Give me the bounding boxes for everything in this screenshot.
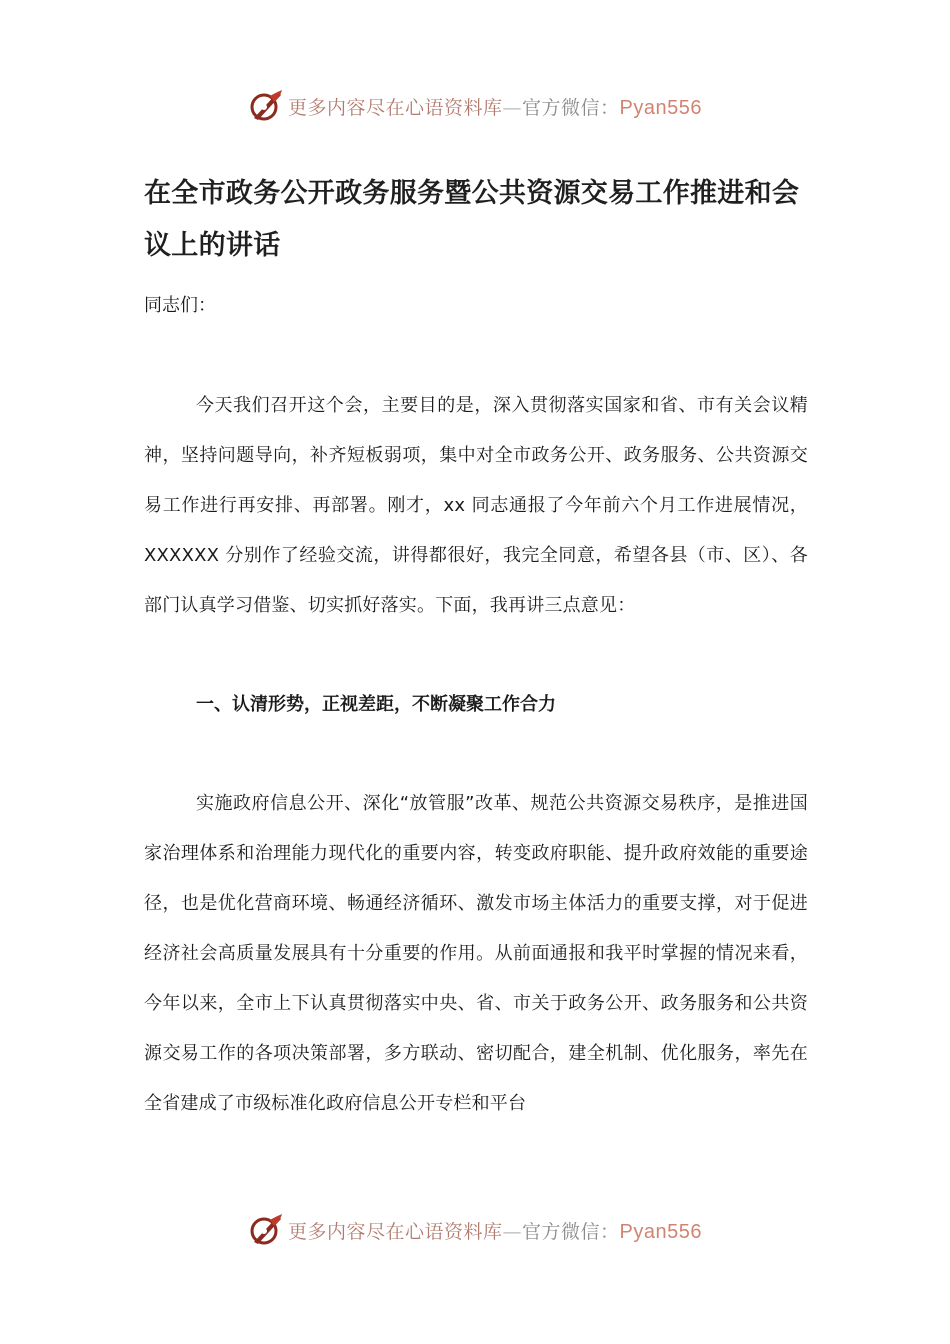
paragraph-intro: 今天我们召开这个会，主要目的是，深入贯彻落实国家和省、市有关会议精神，坚持问题导向，补齐短板弱项，集中对全市政务公开、政务服务、公共资源交易工作进行再安排、再部署。刚才，xx 同志通报了今年前六个月工作进展情况，XXXXXX 分别作了经验交流，讲得都很好，我完全同意，希望各县（市、区）、各部门认真学习借鉴、切实抓好落实。下面，我再讲三点意见： [144, 395, 808, 616]
wechat-id: Pyan556 [619, 96, 702, 119]
document-title: 在全市政务公开政务服务暨公共资源交易工作推进和会议上的讲话 [144, 178, 800, 261]
wechat-id: Pyan556 [619, 1220, 702, 1243]
salutation: 同志们： [144, 295, 216, 316]
quill-pen-logo-icon [248, 88, 284, 124]
header-banner [0, 86, 950, 126]
footer-banner [0, 1210, 950, 1250]
paragraph-section-1: 实施政府信息公开、深化“放管服”改革、规范公共资源交易秩序，是推进国家治理体系和治理能力现代化的重要内容，转变政府职能、提升政府效能的重要途径，也是优化营商环境、畅通经济循环、激发市场主体活力的重要支撑，对于促进经济社会高质量发展具有十分重要的作用。从前面通报和我平时掌握的情况来看，今年以来，全市上下认真贯彻落实中央、省、市关于政务公开、政务服务和公共资源交易工作的各项决策部署，多方联动、密切配合，建全机制、优化服务，率先在全省建成了市级标准化政府信息公开专栏和平台 [144, 793, 808, 1114]
quill-pen-logo-icon [248, 1212, 284, 1248]
section-heading-1: 一、认清形势，正视差距，不断凝聚工作合力 [196, 694, 556, 715]
banner-text: 更多内容尽在心语资料库—官方微信：Pyan556 [288, 96, 702, 119]
banner-text: 更多内容尽在心语资料库—官方微信：Pyan556 [288, 1220, 702, 1243]
